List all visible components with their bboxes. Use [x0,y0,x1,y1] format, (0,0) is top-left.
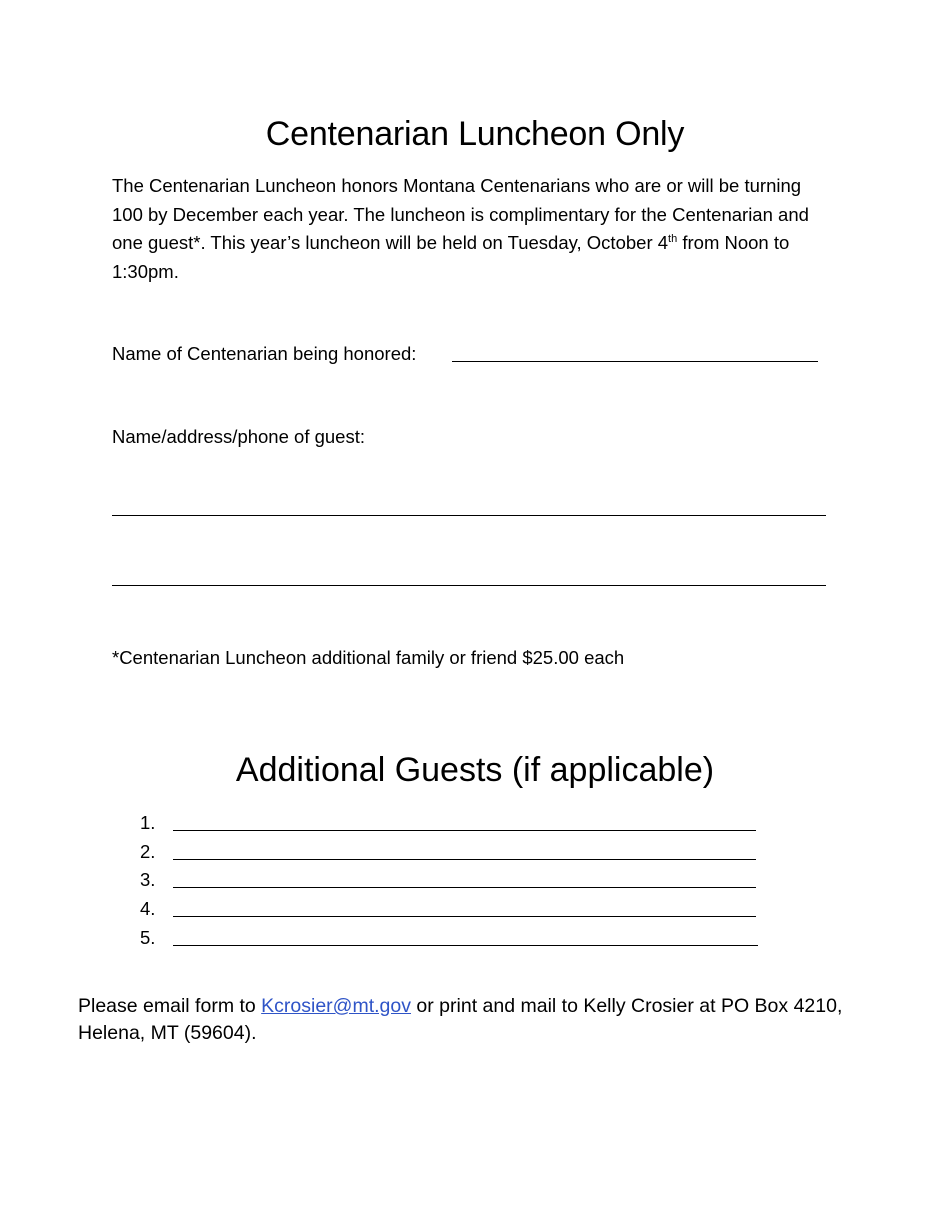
list-number: 3. [140,869,156,890]
document-title: Centenarian Luncheon Only [265,115,685,153]
intro-text: The Centenarian Luncheon honors Montana Centenarians who are or will be turning 100 by December each year. The luncheon is complimentary for the Centenarian and one guest*. This year’s luncheon will be held on Tuesday, October 4 [112,175,809,254]
guest-info-field-line-2[interactable] [112,585,826,586]
list-number: 1. [140,812,156,833]
additional-guest-field[interactable] [173,830,756,831]
list-number: 4. [140,898,156,919]
email-link[interactable]: Kcrosier@mt.gov [261,995,411,1017]
additional-guest-field[interactable] [173,859,756,860]
intro-superscript: th [668,233,678,246]
footer-text-end: or print and mail to Kelly Crosier at PO Box 4210, Helena, MT (59604). [78,995,843,1044]
additional-guest-field[interactable] [173,916,756,917]
submission-instructions [78,993,878,1047]
guest-info-field-line-1[interactable] [112,515,826,516]
additional-cost-note: *Centenarian Luncheon additional family or friend $25.00 each [112,647,625,668]
centenarian-name-field[interactable] [452,361,818,362]
additional-guests-heading: Additional Guests (if applicable) [235,751,715,789]
centenarian-name-label: Name of Centenarian being honored: [112,343,417,364]
list-number: 2. [140,841,156,862]
additional-guest-field[interactable] [173,887,756,888]
guest-info-label: Name/address/phone of guest: [112,426,365,447]
footer-text: Please email form to [78,995,262,1017]
intro-paragraph [112,172,822,287]
additional-guest-field[interactable] [173,945,758,946]
intro-text-end: from Noon to 1:30pm. [112,232,790,283]
list-number: 5. [140,927,156,948]
